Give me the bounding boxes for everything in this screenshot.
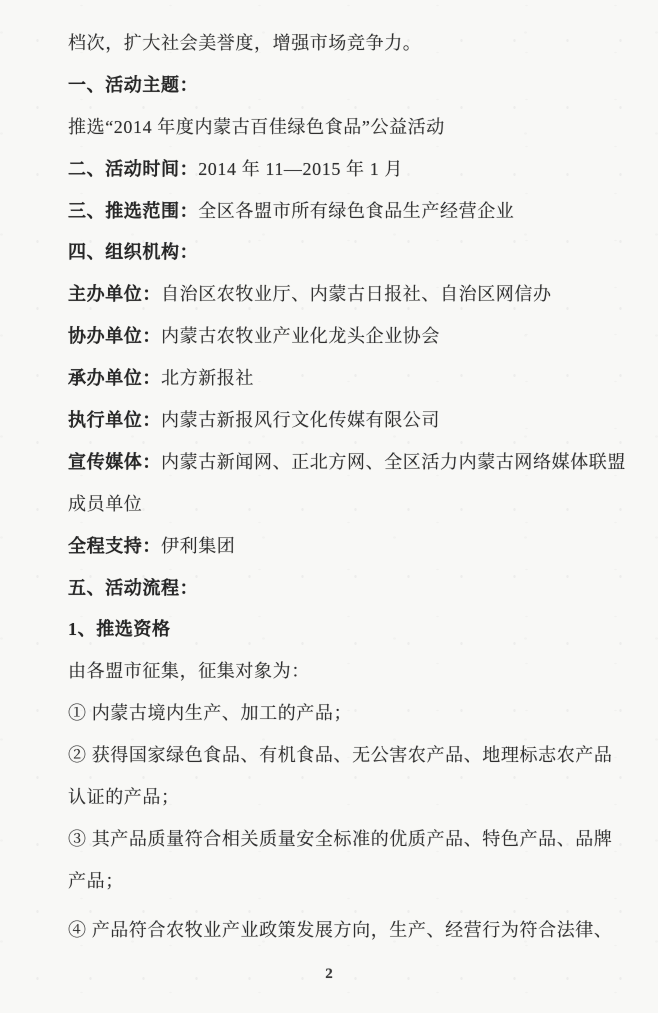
doc-line-item-3 (68, 817, 614, 859)
doc-line-label: 五、活动流程： (68, 577, 199, 598)
doc-line-undertaker (68, 356, 614, 398)
doc-line-item-3-continuation (68, 859, 614, 901)
doc-line-text: 档次，扩大社会美誉度，增强市场竞争力。 (68, 32, 422, 53)
doc-line-item-2 (68, 733, 614, 775)
doc-line-label: 协办单位： (68, 326, 161, 347)
doc-line-label: 三、推选范围： (68, 200, 199, 221)
doc-line-text: 北方新报社 (161, 368, 254, 389)
doc-line-text: ③ 其产品质量符合相关质量安全标准的优质产品、特色产品、品牌 (68, 828, 613, 849)
doc-line-label: 四、组织机构： (68, 242, 199, 263)
doc-line-label: 执行单位： (68, 409, 161, 430)
doc-line-collection-intro (68, 649, 614, 691)
doc-line-text: 内蒙古新闻网、正北方网、全区活力内蒙古网络媒体联盟 (161, 451, 626, 472)
doc-line-text: 内蒙古新报风行文化传媒有限公司 (161, 409, 440, 430)
doc-line-text: ② 获得国家绿色食品、有机食品、无公害农产品、地理标志农产品 (68, 745, 613, 766)
document-body (68, 21, 626, 950)
doc-line-text: ④ 产品符合农牧业产业政策发展方向，生产、经营行为符合法律、 (68, 919, 613, 940)
doc-line-heading-scope (68, 189, 614, 231)
doc-line-heading-process (68, 566, 614, 608)
doc-line-theme-value (68, 105, 614, 147)
doc-line-text: 2014 年 11—2015 年 1 月 (198, 158, 404, 179)
doc-line-subheading-qualification (68, 607, 614, 649)
doc-line-label: 二、活动时间： (68, 158, 199, 179)
doc-line-sponsor (68, 524, 614, 566)
doc-line-text: 伊利集团 (161, 535, 236, 556)
doc-line-label: 宣传媒体： (68, 451, 161, 472)
doc-line-media-continuation (68, 482, 614, 524)
doc-line-text: 自治区农牧业厅、内蒙古日报社、自治区网信办 (161, 284, 552, 305)
doc-line-text: 由各盟市征集，征集对象为： (68, 661, 310, 682)
doc-line-media (68, 440, 626, 482)
doc-line-label: 全程支持： (68, 535, 161, 556)
doc-line-text: 全区各盟市所有绿色食品生产经营企业 (198, 200, 515, 221)
doc-line-label: 承办单位： (68, 368, 161, 389)
doc-line-co-organizer (68, 314, 614, 356)
doc-line-item-4 (68, 908, 614, 950)
doc-line-label: 一、活动主题： (68, 74, 199, 95)
doc-line-text: 认证的产品； (68, 786, 180, 807)
doc-line-executor (68, 398, 614, 440)
doc-line-text: ① 内蒙古境内生产、加工的产品； (68, 703, 353, 724)
doc-line-label: 主办单位： (68, 284, 161, 305)
doc-line-continuation (68, 21, 614, 63)
doc-line-host-unit (68, 272, 614, 314)
doc-line-heading-theme (68, 63, 614, 105)
doc-line-text: 推选“2014 年度内蒙古百佳绿色食品”公益活动 (68, 116, 445, 137)
doc-line-text: 成员单位 (68, 493, 143, 514)
doc-line-item-1 (68, 691, 614, 733)
doc-line-heading-organization (68, 230, 614, 272)
page-number: 2 (325, 966, 333, 982)
doc-line-heading-time (68, 147, 614, 189)
doc-line-item-2-continuation (68, 775, 614, 817)
doc-line-text: 产品； (68, 870, 124, 891)
doc-line-text: 内蒙古农牧业产业化龙头企业协会 (161, 326, 440, 347)
doc-line-label: 1、推选资格 (68, 619, 171, 640)
